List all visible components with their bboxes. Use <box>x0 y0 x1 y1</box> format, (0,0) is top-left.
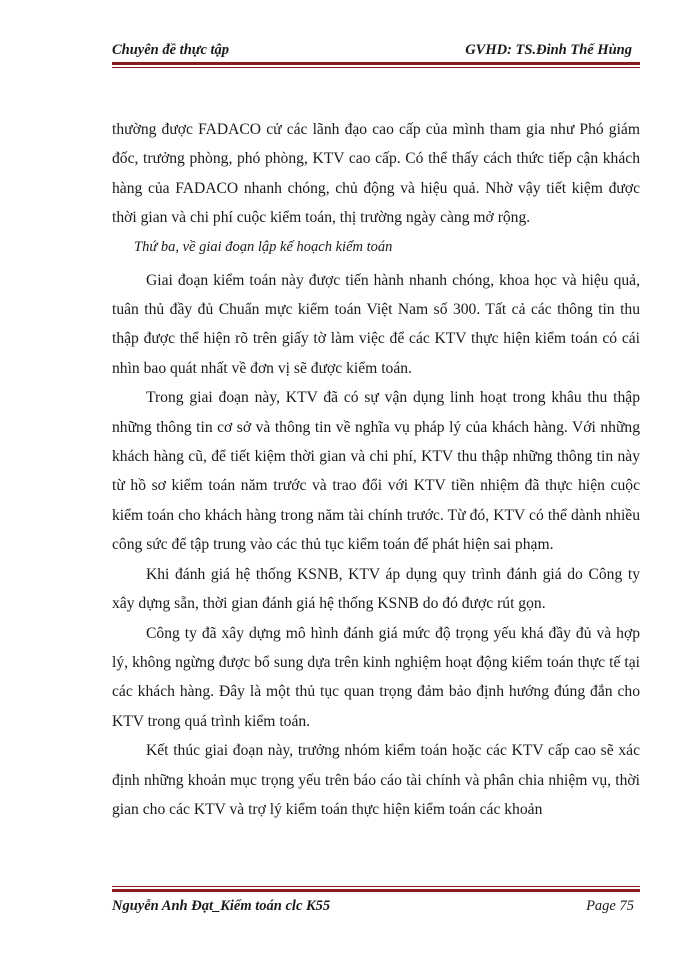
header-advisor: GVHD: TS.Đinh Thế Hùng <box>465 42 632 58</box>
header-title: Chuyên đề thực tập <box>112 42 230 58</box>
document-body <box>112 115 640 824</box>
header-rule-thick <box>112 62 640 65</box>
paragraph-materiality: Công ty đã xây dựng mô hình đánh giá mức độ trọng yếu khá đầy đủ và hợp lý, không ngừng được bổ sung dựa trên kinh nghiệm hoạt động kiểm toán thực tế tại các khách hàng. Đây là một thủ tục quan trọng đảm bảo định hướng đúng đắn cho KTV trong quá trình kiểm toán. <box>112 624 640 730</box>
page-number: Page 75 <box>586 898 634 914</box>
paragraph-information-gathering: Trong giai đoạn này, KTV đã có sự vận dụng linh hoạt trong khâu thu thập những thông tin cơ sở và thông tin về nghĩa vụ pháp lý của khách hàng. Với những khách hàng cũ, để tiết kiệm thời gian và chi phí, KTV thu thập những thông tin này từ hồ sơ kiểm toán năm trước và trao đổi với KTV tiền nhiệm đã thực hiện cuộc kiểm toán cho khách hàng trong năm tài chính trước. Từ đó, KTV có thể dành nhiều công sức để tập trung vào các thủ tục kiểm toán để phát hiện sai phạm. <box>112 389 640 554</box>
page-header <box>112 38 638 62</box>
paragraph-internal-control: Khi đánh giá hệ thống KSNB, KTV áp dụng quy trình đánh giá do Công ty xây dựng sẵn, thời gian đánh giá hệ thống KSNB do đó được rút gọn. <box>112 565 640 613</box>
paragraph-conclusion: Kết thúc giai đoạn này, trưởng nhóm kiểm toán hoặc các KTV cấp cao sẽ xác định những khoản mục trọng yếu trên báo cáo tài chính và phân chia nhiệm vụ, thời gian cho các KTV và trợ lý kiểm toán thực hiện kiểm toán các khoản <box>112 742 640 818</box>
footer-rule-thick <box>112 889 640 892</box>
footer-author: Nguyễn Anh Đạt_Kiểm toán clc K55 <box>112 898 331 914</box>
header-rule-thin <box>112 67 640 68</box>
section-subheading: Thứ ba, về giai đoạn lập kế hoạch kiểm toán <box>134 238 393 255</box>
footer-rule-thin <box>112 886 640 887</box>
paragraph-planning: Giai đoạn kiểm toán này được tiến hành nhanh chóng, khoa học và hiệu quả, tuân thủ đầy đủ Chuẩn mực kiểm toán Việt Nam số 300. Tất cả các thông tin thu thập được thể hiện rõ trên giấy tờ làm việc để các KTV thực hiện kiểm toán có cái nhìn bao quát nhất về đơn vị sẽ được kiểm toán. <box>112 271 640 377</box>
paragraph-continuation: thường được FADACO cử các lãnh đạo cao cấp của mình tham gia như Phó giám đốc, trưởng phòng, phó phòng, KTV cao cấp. Có thể thấy cách thức tiếp cận khách hàng của FADACO nhanh chóng, chủ động và hiệu quả. Nhờ vậy tiết kiệm được thời gian và chi phí cuộc kiểm toán, thị trường ngày càng mở rộng. <box>112 121 640 227</box>
page-footer <box>112 896 638 918</box>
